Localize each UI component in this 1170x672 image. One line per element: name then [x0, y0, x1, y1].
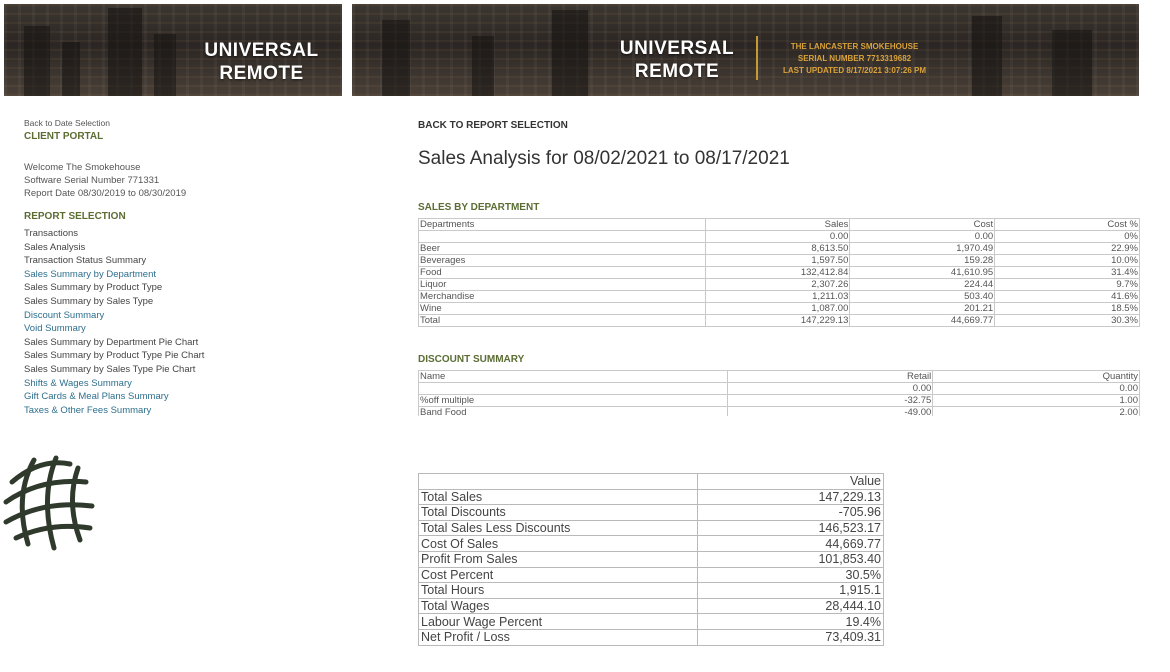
row-label-cell: Cost Percent — [419, 567, 698, 583]
column-header: Name — [419, 371, 728, 383]
table-row — [419, 583, 884, 599]
value-cell: 1,211.03 — [705, 291, 850, 303]
welcome-text: Welcome The Smokehouse — [24, 162, 141, 173]
row-label-cell: Total Discounts — [419, 505, 698, 521]
column-header: Cost — [850, 219, 995, 231]
value-cell: -705.96 — [698, 505, 884, 521]
brand-line-2: REMOTE — [219, 63, 304, 84]
globe-logo-icon — [0, 452, 100, 552]
value-cell: 224.44 — [850, 279, 995, 291]
brand-logo — [612, 37, 742, 83]
value-cell: 1.00 — [933, 395, 1140, 407]
table-row — [419, 291, 1140, 303]
sidebar-item-sales-summary-by-product-type[interactable]: Sales Summary by Product Type — [24, 282, 163, 294]
skyline-building — [972, 16, 1002, 96]
sidebar-item-discount-summary[interactable]: Discount Summary — [24, 309, 105, 321]
row-label-cell: Total Sales Less Discounts — [419, 520, 698, 536]
table-row — [419, 255, 1140, 267]
main-header-banner — [352, 4, 1139, 96]
value-cell: 8,613.50 — [705, 243, 850, 255]
skyline-building — [154, 34, 176, 96]
row-label-cell: Beverages — [419, 255, 706, 267]
table-row — [419, 536, 884, 552]
table-row — [419, 231, 1140, 243]
value-cell: -49.00 — [727, 407, 933, 417]
software-serial: Software Serial Number 771331 — [24, 175, 160, 186]
table-row — [419, 520, 884, 536]
table-header-row — [419, 474, 884, 490]
value-cell: 41,610.95 — [850, 267, 995, 279]
value-cell: 0.00 — [850, 231, 995, 243]
brand-divider — [756, 36, 758, 80]
row-label-cell: Cost Of Sales — [419, 536, 698, 552]
skyline-building — [552, 10, 588, 96]
brand-line-1: UNIVERSAL — [619, 38, 735, 59]
sidebar-item-void-summary[interactable]: Void Summary — [24, 323, 86, 335]
value-cell: 31.4% — [995, 267, 1140, 279]
value-cell: 28,444.10 — [698, 598, 884, 614]
column-header: Departments — [419, 219, 706, 231]
value-cell: 101,853.40 — [698, 551, 884, 567]
table-row — [419, 614, 884, 630]
row-label-cell: Total Sales — [419, 489, 698, 505]
value-cell: 44,669.77 — [698, 536, 884, 552]
column-header: Cost % — [995, 219, 1140, 231]
sidebar-item-sales-analysis[interactable]: Sales Analysis — [24, 241, 86, 253]
left-header-banner — [4, 4, 342, 96]
row-label-cell — [419, 383, 728, 395]
sales-by-department-title: SALES BY DEPARTMENT — [418, 202, 540, 213]
sidebar — [24, 118, 344, 417]
table-row — [419, 303, 1140, 315]
column-header: Sales — [705, 219, 850, 231]
discount-summary-table — [418, 370, 1140, 416]
row-label-cell: Total Hours — [419, 583, 698, 599]
sidebar-item-taxes-fees-summary[interactable]: Taxes & Other Fees Summary — [24, 404, 152, 416]
table-row — [419, 567, 884, 583]
column-header-empty — [419, 474, 698, 490]
row-label-cell: Profit From Sales — [419, 551, 698, 567]
row-label-cell: Food — [419, 267, 706, 279]
welcome-block — [24, 161, 344, 200]
skyline-building — [62, 42, 80, 96]
sidebar-item-sales-summary-by-department[interactable]: Sales Summary by Department — [24, 268, 156, 280]
report-selection-title: REPORT SELECTION — [24, 211, 126, 222]
value-cell: 18.5% — [995, 303, 1140, 315]
value-cell: 1,970.49 — [850, 243, 995, 255]
row-label-cell: Net Profit / Loss — [419, 629, 698, 645]
value-cell: 147,229.13 — [705, 315, 850, 327]
value-cell: -32.75 — [727, 395, 933, 407]
row-label-cell: Band Food — [419, 407, 728, 417]
value-cell: 9.7% — [995, 279, 1140, 291]
last-updated: LAST UPDATED 8/17/2021 3:07:26 PM — [782, 66, 926, 75]
skyline-building — [24, 26, 50, 96]
skyline-building — [108, 8, 142, 96]
discount-summary-title: DISCOUNT SUMMARY — [418, 354, 525, 365]
page-title: Sales Analysis for 08/02/2021 to 08/17/2021 — [418, 148, 790, 169]
table-row — [419, 489, 884, 505]
sidebar-item-sales-type-pie-chart[interactable]: Sales Summary by Sales Type Pie Chart — [24, 363, 196, 375]
site-info — [772, 41, 937, 77]
brand-line-2: REMOTE — [634, 61, 720, 82]
report-selection-menu — [24, 227, 344, 417]
back-to-report-selection-link[interactable]: BACK TO REPORT SELECTION — [418, 120, 568, 131]
value-cell: 2,307.26 — [705, 279, 850, 291]
value-cell: 1,597.50 — [705, 255, 850, 267]
report-date: Report Date 08/30/2019 to 08/30/2019 — [24, 188, 187, 199]
site-serial: SERIAL NUMBER 7713319682 — [797, 54, 912, 63]
table-row — [419, 279, 1140, 291]
value-cell: 0.00 — [933, 383, 1140, 395]
row-label-cell: Total — [419, 315, 706, 327]
sidebar-item-gift-cards-summary[interactable]: Gift Cards & Meal Plans Summary — [24, 391, 169, 403]
totals-summary-table — [418, 473, 884, 646]
row-label-cell: Liquor — [419, 279, 706, 291]
sidebar-item-shifts-wages-summary[interactable]: Shifts & Wages Summary — [24, 377, 132, 389]
table-row — [419, 383, 1140, 395]
value-cell: 41.6% — [995, 291, 1140, 303]
row-label-cell: Wine — [419, 303, 706, 315]
value-cell: 2.00 — [933, 407, 1140, 417]
value-cell: 132,412.84 — [705, 267, 850, 279]
table-row — [419, 267, 1140, 279]
column-header: Retail — [727, 371, 933, 383]
brand-line-1: UNIVERSAL — [204, 40, 319, 61]
brand-logo — [194, 39, 329, 85]
value-cell: 10.0% — [995, 255, 1140, 267]
table-header-row — [419, 371, 1140, 383]
row-label-cell: Labour Wage Percent — [419, 614, 698, 630]
skyline-building — [1052, 30, 1092, 96]
table-row — [419, 551, 884, 567]
value-cell: 1,087.00 — [705, 303, 850, 315]
column-header: Quantity — [933, 371, 1140, 383]
value-cell: 73,409.31 — [698, 629, 884, 645]
value-cell: 44,669.77 — [850, 315, 995, 327]
table-row — [419, 505, 884, 521]
value-cell: 0% — [995, 231, 1140, 243]
sidebar-item-transaction-status-summary[interactable]: Transaction Status Summary — [24, 255, 147, 267]
value-cell: 159.28 — [850, 255, 995, 267]
main-content — [418, 118, 1140, 645]
table-row — [419, 629, 884, 645]
value-cell: 30.3% — [995, 315, 1140, 327]
value-cell: 0.00 — [705, 231, 850, 243]
sidebar-item-transactions[interactable]: Transactions — [24, 228, 79, 239]
back-to-date-selection-link[interactable]: Back to Date Selection — [24, 118, 110, 128]
site-name: THE LANCASTER SMOKEHOUSE — [790, 42, 919, 51]
row-label-cell — [419, 231, 706, 243]
value-cell: 19.4% — [698, 614, 884, 630]
row-label-cell: %off multiple — [419, 395, 728, 407]
column-header: Value — [698, 474, 884, 490]
value-cell: 147,229.13 — [698, 489, 884, 505]
skyline-building — [382, 20, 410, 96]
sidebar-item-department-pie-chart[interactable]: Sales Summary by Department Pie Chart — [24, 336, 199, 348]
discount-summary-scroll-area[interactable] — [418, 370, 1140, 416]
value-cell: 1,915.1 — [698, 583, 884, 599]
value-cell: 30.5% — [698, 567, 884, 583]
row-label-cell: Merchandise — [419, 291, 706, 303]
table-row — [419, 315, 1140, 327]
client-portal-title: CLIENT PORTAL — [24, 131, 104, 142]
table-row — [419, 407, 1140, 417]
table-header-row — [419, 219, 1140, 231]
skyline-building — [472, 36, 494, 96]
value-cell: 503.40 — [850, 291, 995, 303]
value-cell: 146,523.17 — [698, 520, 884, 536]
table-row — [419, 598, 884, 614]
row-label-cell: Beer — [419, 243, 706, 255]
value-cell: 201.21 — [850, 303, 995, 315]
table-row — [419, 243, 1140, 255]
sidebar-item-product-type-pie-chart[interactable]: Sales Summary by Product Type Pie Chart — [24, 350, 205, 362]
table-row — [419, 395, 1140, 407]
sales-by-department-table — [418, 218, 1140, 327]
value-cell: 0.00 — [727, 383, 933, 395]
sidebar-item-sales-summary-by-sales-type[interactable]: Sales Summary by Sales Type — [24, 295, 154, 307]
row-label-cell: Total Wages — [419, 598, 698, 614]
value-cell: 22.9% — [995, 243, 1140, 255]
